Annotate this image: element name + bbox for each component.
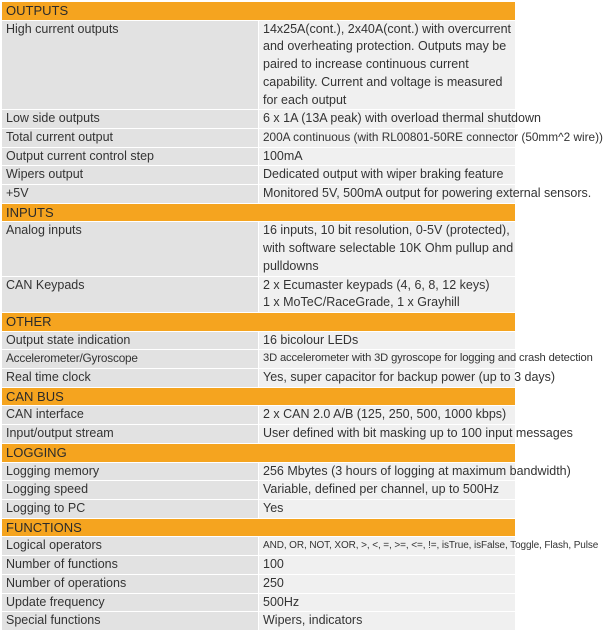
section-header-inputs — [2, 203, 515, 222]
spec-label: Special functions — [2, 612, 259, 631]
section-title: FUNCTIONS — [2, 518, 515, 537]
spec-row — [2, 481, 515, 500]
spec-table — [2, 2, 603, 631]
section-header-functions — [2, 518, 515, 537]
spec-label: High current outputs — [2, 20, 259, 110]
spec-value: 200A continuous (with RL00801-50RE connector (50mm^2 wire)) — [259, 128, 516, 147]
spec-value: 100 — [259, 556, 516, 575]
spec-row — [2, 110, 515, 129]
section-title: LOGGING — [2, 443, 515, 462]
spec-row — [2, 276, 515, 312]
section-title: OTHER — [2, 312, 515, 331]
spec-row — [2, 425, 515, 444]
spec-label: CAN Keypads — [2, 276, 259, 312]
spec-row — [2, 350, 515, 369]
spec-label: Analog inputs — [2, 222, 259, 276]
spec-label: Logical operators — [2, 537, 259, 556]
spec-row — [2, 128, 515, 147]
spec-label: CAN interface — [2, 406, 259, 425]
spec-value: 6 x 1A (13A peak) with overload thermal shutdown — [259, 110, 516, 129]
spec-value-multiline — [259, 276, 516, 312]
spec-row — [2, 593, 515, 612]
spec-row — [2, 20, 515, 110]
section-header-other — [2, 312, 515, 331]
spec-value: Yes — [259, 499, 516, 518]
spec-value: 3D accelerometer with 3D gyroscope for logging and crash detection — [259, 350, 516, 369]
section-title: OUTPUTS — [2, 2, 515, 20]
section-header-logging — [2, 443, 515, 462]
spec-label: +5V — [2, 185, 259, 204]
spec-label: Accelerometer/Gyroscope — [2, 350, 259, 369]
spec-label: Total current output — [2, 128, 259, 147]
spec-label: Output current control step — [2, 147, 259, 166]
spec-value-line: 1 x MoTeC/RaceGrade, 1 x Grayhill — [263, 295, 460, 310]
spec-label: Logging to PC — [2, 499, 259, 518]
spec-value: Variable, defined per channel, up to 500Hz — [259, 481, 516, 500]
section-header-can-bus — [2, 387, 515, 406]
spec-value: Wipers, indicators — [259, 612, 516, 631]
spec-row — [2, 166, 515, 185]
spec-label: Wipers output — [2, 166, 259, 185]
spec-value: 250 — [259, 574, 516, 593]
spec-value: AND, OR, NOT, XOR, >, <, =, >=, <=, !=, isTrue, isFalse, Toggle, Flash, Pulse — [259, 537, 516, 556]
section-title: CAN BUS — [2, 387, 515, 406]
section-header-outputs — [2, 2, 515, 20]
spec-label: Number of functions — [2, 556, 259, 575]
spec-label: Low side outputs — [2, 110, 259, 129]
spec-row — [2, 406, 515, 425]
spec-row — [2, 331, 515, 350]
spec-label: Logging memory — [2, 462, 259, 481]
spec-value: 256 Mbytes (3 hours of logging at maximum bandwidth) — [259, 462, 516, 481]
spec-row — [2, 537, 515, 556]
spec-row — [2, 556, 515, 575]
spec-label: Real time clock — [2, 369, 259, 388]
spec-value: Yes, super capacitor for backup power (up to 3 days) — [259, 369, 516, 388]
spec-label: Number of operations — [2, 574, 259, 593]
spec-value: User defined with bit masking up to 100 input messages — [259, 425, 516, 444]
spec-row — [2, 499, 515, 518]
spec-row — [2, 222, 515, 276]
spec-label: Update frequency — [2, 593, 259, 612]
spec-value: Monitored 5V, 500mA output for powering external sensors. — [259, 185, 516, 204]
spec-value: 2 x CAN 2.0 A/B (125, 250, 500, 1000 kbps) — [259, 406, 516, 425]
spec-row — [2, 369, 515, 388]
section-title: INPUTS — [2, 203, 515, 222]
spec-value: 14x25A(cont.), 2x40A(cont.) with overcurrent and overheating protection. Outputs may be paired to increase continuous current capability. Current and voltage is measured for each output — [259, 20, 516, 110]
spec-row — [2, 462, 515, 481]
spec-row — [2, 612, 515, 631]
spec-label: Input/output stream — [2, 425, 259, 444]
spec-row — [2, 185, 515, 204]
spec-label: Output state indication — [2, 331, 259, 350]
spec-value: 16 inputs, 10 bit resolution, 0-5V (protected), with software selectable 10K Ohm pullup and pulldowns — [259, 222, 516, 276]
spec-row — [2, 147, 515, 166]
spec-value: 500Hz — [259, 593, 516, 612]
spec-value: Dedicated output with wiper braking feature — [259, 166, 516, 185]
spec-value: 100mA — [259, 147, 516, 166]
spec-row — [2, 574, 515, 593]
spec-value: 16 bicolour LEDs — [259, 331, 516, 350]
spec-value-line: 2 x Ecumaster keypads (4, 6, 8, 12 keys) — [263, 277, 490, 292]
spec-label: Logging speed — [2, 481, 259, 500]
